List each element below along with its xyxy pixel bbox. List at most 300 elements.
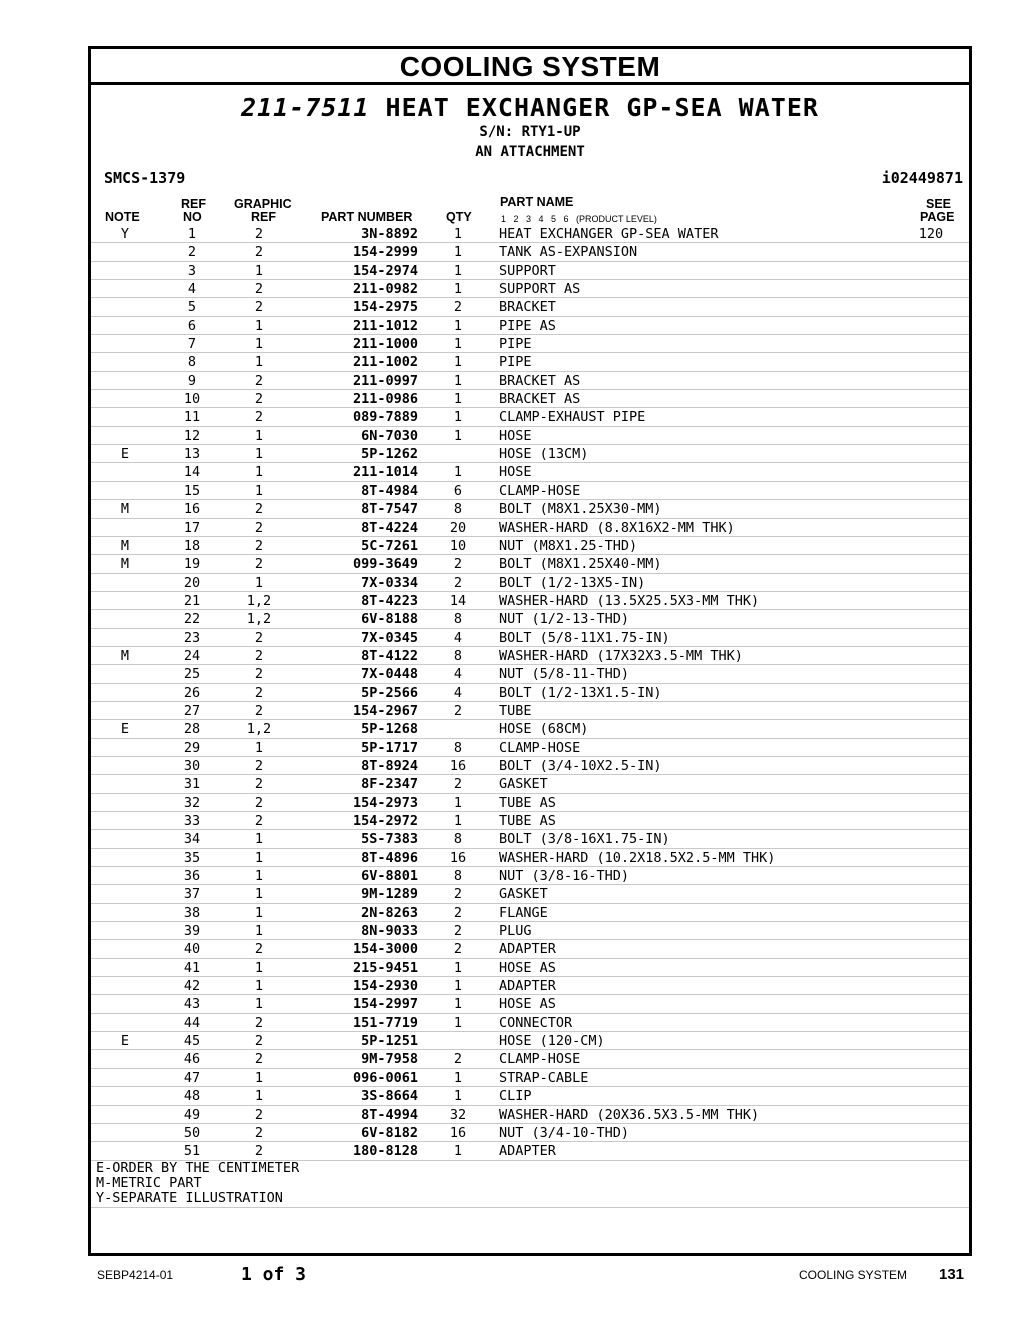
table-row [91,519,969,537]
cell-part-name: NUT (3/4-10-THD) [499,1124,630,1141]
cell-part-name: HOSE [499,464,532,481]
cell-part-number: 211-0997 [352,372,418,389]
cell-part-number: 154-2974 [352,262,418,279]
table-row [91,335,969,353]
table-row [91,684,969,702]
cell-graphic-ref: 2 [254,537,264,554]
table-row [91,317,969,335]
cell-graphic-ref: 2 [254,684,264,701]
cell-ref-no: 49 [183,1106,201,1123]
header-ref-bottom: NO [183,210,202,224]
cell-note: M [120,556,130,573]
cell-qty: 16 [449,849,467,866]
cell-part-name: ADAPTER [499,978,556,995]
cell-ref-no: 22 [183,611,201,628]
footer-page-number: 131 [939,1266,965,1283]
cell-graphic-ref: 1 [254,868,264,885]
table-row [91,1087,969,1105]
cell-part-name: NUT (1/2-13-THD) [499,611,630,628]
cell-graphic-ref: 2 [254,757,264,774]
cell-part-number: 180-8128 [352,1143,418,1160]
cell-qty: 1 [453,281,463,298]
cell-part-name: ADAPTER [499,1143,556,1160]
cell-graphic-ref: 1 [254,427,264,444]
cell-part-name: BRACKET AS [499,372,581,389]
cell-part-name: HOSE AS [499,996,556,1013]
cell-part-number: 211-1012 [352,317,418,334]
header-qty: QTY [446,210,472,224]
cell-part-number: 154-2972 [352,813,418,829]
cell-graphic-ref: 2 [254,813,264,829]
cell-part-name: CONNECTOR [499,1014,573,1031]
cell-qty: 8 [453,739,463,756]
cell-qty: 1 [453,959,463,976]
cell-graphic-ref: 2 [254,519,264,536]
table-row [91,775,969,793]
cell-part-name: NUT (3/8-16-THD) [499,868,630,885]
cell-part-name: BOLT (M8X1.25X40-MM) [499,556,662,573]
cell-qty: 1 [453,244,463,261]
cell-ref-no: 35 [183,849,201,866]
cell-qty: 2 [453,904,463,921]
cell-graphic-ref: 1 [254,317,264,334]
cell-part-number: 9M-7958 [361,1051,418,1068]
header-note: NOTE [105,210,140,224]
group-type: AN ATTACHMENT [475,144,585,160]
cell-graphic-ref: 2 [254,299,264,316]
cell-part-name: CLAMP-EXHAUST PIPE [499,409,646,426]
cell-graphic-ref: 1 [254,978,264,995]
cell-graphic-ref: 1 [254,464,264,481]
footer-page-of: 1 of 3 [241,1264,307,1285]
table-row [91,794,969,812]
cell-part-name: BOLT (1/2-13X1.5-IN) [499,684,662,701]
cell-ref-no: 17 [183,519,201,536]
cell-qty: 1 [453,978,463,995]
table-row [91,445,969,463]
table-row [91,280,969,298]
cell-ref-no: 50 [183,1124,201,1141]
cell-graphic-ref: 1 [254,831,264,848]
note-m: M-METRIC PART [96,1175,202,1191]
header-graphic-bottom: REF [251,210,276,224]
cell-part-number: 151-7719 [352,1014,418,1031]
illustration-id: i02449871 [881,169,963,187]
parts-table-body [91,225,969,1161]
cell-part-name: BOLT (3/4-10X2.5-IN) [499,757,662,774]
cell-qty: 1 [453,427,463,444]
table-row [91,298,969,316]
cell-ref-no: 47 [183,1069,201,1086]
cell-graphic-ref: 1 [254,923,264,940]
cell-ref-no: 19 [183,556,201,573]
cell-ref-no: 6 [187,317,197,334]
cell-part-name: GASKET [499,776,548,793]
header-see-top: SEE [926,197,952,211]
cell-part-name: CLAMP-HOSE [499,482,581,499]
cell-ref-no: 3 [187,262,197,279]
cell-part-name: WASHER-HARD (13.5X25.5X3-MM THK) [499,592,760,609]
cell-ref-no: 39 [183,923,201,940]
footer-section: COOLING SYSTEM [799,1268,908,1282]
cell-qty: 1 [453,464,463,481]
cell-graphic-ref: 2 [254,1051,264,1068]
cell-part-name: ADAPTER [499,941,556,958]
cell-graphic-ref: 2 [254,1143,264,1160]
cell-qty: 2 [453,556,463,573]
cell-part-number: 6V-8801 [361,868,418,885]
cell-ref-no: 20 [183,574,201,591]
cell-part-number: 6V-8182 [361,1124,418,1141]
cell-graphic-ref: 2 [254,1033,264,1050]
cell-part-name: HEAT EXCHANGER GP-SEA WATER [499,226,719,242]
cell-qty: 1 [453,794,463,811]
cell-part-number: 5S-7383 [361,831,418,848]
cell-note: M [120,501,130,518]
cell-part-number: 089-7889 [352,409,418,426]
cell-ref-no: 51 [183,1143,201,1160]
group-name: HEAT EXCHANGER GP-SEA WATER [385,93,819,122]
table-row [91,629,969,647]
cell-ref-no: 9 [187,372,197,389]
cell-ref-no: 46 [183,1051,201,1068]
cell-graphic-ref: 2 [254,629,264,646]
cell-graphic-ref: 2 [254,1124,264,1141]
cell-ref-no: 48 [183,1088,201,1105]
cell-part-name: BRACKET [499,299,556,316]
table-row [91,867,969,885]
cell-part-number: 8T-4122 [361,647,418,664]
table-row [91,500,969,518]
cell-ref-no: 16 [183,501,201,518]
cell-note: E [120,446,130,463]
cell-qty: 4 [453,666,463,683]
cell-part-number: 211-1014 [352,464,418,481]
cell-ref-no: 21 [183,592,201,609]
cell-part-name: CLAMP-HOSE [499,1051,581,1068]
cell-ref-no: 18 [183,537,201,554]
cell-part-number: 211-1002 [352,354,418,371]
cell-ref-no: 11 [183,409,201,426]
header-product-level: 1 2 3 4 5 6 (PRODUCT LEVEL) [501,214,657,224]
cell-qty: 16 [449,1124,467,1141]
cell-qty: 2 [453,776,463,793]
table-row [91,610,969,628]
table-row [91,1014,969,1032]
note-e: E-ORDER BY THE CENTIMETER [96,1160,300,1176]
cell-qty: 20 [449,519,467,536]
cell-graphic-ref: 1 [254,482,264,499]
cell-part-number: 154-2997 [352,996,418,1013]
cell-ref-no: 34 [183,831,201,848]
cell-qty: 8 [453,868,463,885]
cell-part-name: NUT (5/8-11-THD) [499,666,630,683]
cell-qty: 8 [453,501,463,518]
cell-qty: 1 [453,1088,463,1105]
cell-ref-no: 10 [183,391,201,408]
cell-part-number: 096-0061 [352,1069,418,1086]
cell-qty: 1 [453,813,463,829]
cell-part-name: WASHER-HARD (17X32X3.5-MM THK) [499,647,743,664]
table-row [91,665,969,683]
table-row [91,427,969,445]
cell-part-name: SUPPORT AS [499,281,581,298]
table-row [91,959,969,977]
cell-part-number: 8T-4984 [361,482,418,499]
cell-ref-no: 1 [187,226,197,242]
cell-qty: 1 [453,226,463,242]
cell-graphic-ref: 1,2 [246,611,272,628]
header-see-bottom: PAGE [920,210,955,224]
cell-graphic-ref: 1 [254,849,264,866]
cell-qty: 1 [453,996,463,1013]
table-row [91,574,969,592]
group-heading [91,93,969,123]
cell-note: E [120,721,130,738]
table-row [91,1106,969,1124]
cell-part-number: 5P-1262 [361,446,418,463]
parts-list-frame [88,46,972,1256]
cell-graphic-ref: 1 [254,354,264,371]
cell-qty: 1 [453,336,463,353]
cell-qty: 16 [449,757,467,774]
cell-part-name: TUBE AS [499,813,556,829]
cell-graphic-ref: 2 [254,226,264,242]
cell-part-name: PIPE AS [499,317,556,334]
cell-graphic-ref: 1 [254,336,264,353]
cell-part-name: GASKET [499,886,548,903]
cell-part-number: 154-2975 [352,299,418,316]
group-part-number: 211-7511 [241,93,370,122]
cell-ref-no: 45 [183,1033,201,1050]
table-row [91,977,969,995]
cell-ref-no: 4 [187,281,197,298]
serial-number: S/N: RTY1-UP [479,124,581,140]
cell-part-name: PLUG [499,923,532,940]
cell-graphic-ref: 2 [254,702,264,719]
cell-ref-no: 36 [183,868,201,885]
header-part-number: PART NUMBER [321,210,413,224]
header-graphic-top: GRAPHIC [234,197,292,211]
cell-part-number: 5P-1717 [361,739,418,756]
table-row [91,592,969,610]
cell-part-number: 211-0986 [352,391,418,408]
cell-part-number: 5P-1251 [361,1033,418,1050]
cell-qty: 14 [449,592,467,609]
cell-part-name: TUBE [499,702,532,719]
cell-part-number: 154-2967 [352,702,418,719]
cell-part-number: 9M-1289 [361,886,418,903]
table-row [91,225,969,243]
cell-part-number: 099-3649 [352,556,418,573]
cell-graphic-ref: 2 [254,1014,264,1031]
cell-graphic-ref: 1,2 [246,721,272,738]
cell-qty: 2 [453,923,463,940]
cell-part-number: 8F-2347 [361,776,418,793]
cell-ref-no: 15 [183,482,201,499]
section-title-bar [91,49,969,85]
cell-graphic-ref: 2 [254,776,264,793]
cell-part-name: CLAMP-HOSE [499,739,581,756]
cell-part-number: 3N-8892 [361,226,418,242]
cell-graphic-ref: 2 [254,666,264,683]
cell-ref-no: 8 [187,354,197,371]
cell-qty: 1 [453,372,463,389]
cell-part-name: WASHER-HARD (10.2X18.5X2.5-MM THK) [499,849,776,866]
table-row [91,408,969,426]
cell-ref-no: 24 [183,647,201,664]
cell-qty: 32 [449,1106,467,1123]
header-ref-top: REF [181,197,206,211]
cell-ref-no: 27 [183,702,201,719]
cell-note: Y [120,226,130,242]
cell-graphic-ref: 2 [254,794,264,811]
cell-note: M [120,647,130,664]
table-row [91,537,969,555]
cell-part-number: 5C-7261 [361,537,418,554]
cell-part-number: 5P-1268 [361,721,418,738]
cell-qty: 1 [453,409,463,426]
cell-graphic-ref: 1,2 [246,592,272,609]
cell-part-number: 3S-8664 [361,1088,418,1105]
cell-ref-no: 14 [183,464,201,481]
cell-part-name: BOLT (3/8-16X1.75-IN) [499,831,670,848]
cell-see-page: 120 [918,226,944,242]
cell-part-number: 6V-8188 [361,611,418,628]
cell-part-number: 8T-4223 [361,592,418,609]
cell-ref-no: 31 [183,776,201,793]
cell-qty: 1 [453,391,463,408]
cell-part-number: 8T-4994 [361,1106,418,1123]
note-y: Y-SEPARATE ILLUSTRATION [96,1190,283,1206]
cell-part-name: BRACKET AS [499,391,581,408]
cell-graphic-ref: 1 [254,996,264,1013]
cell-part-name: BOLT (M8X1.25X30-MM) [499,501,662,518]
cell-qty: 1 [453,354,463,371]
cell-part-number: 7X-0448 [361,666,418,683]
cell-part-name: NUT (M8X1.25-THD) [499,537,638,554]
table-row [91,372,969,390]
cell-part-name: BOLT (5/8-11X1.75-IN) [499,629,670,646]
cell-graphic-ref: 2 [254,941,264,958]
cell-part-number: 8N-9033 [361,923,418,940]
cell-note: E [120,1033,130,1050]
table-row [91,262,969,280]
cell-qty: 8 [453,831,463,848]
cell-graphic-ref: 1 [254,446,264,463]
table-row [91,904,969,922]
cell-graphic-ref: 1 [254,904,264,921]
cell-qty: 1 [453,1143,463,1160]
cell-ref-no: 7 [187,336,197,353]
table-row [91,702,969,720]
table-row [91,463,969,481]
cell-qty: 8 [453,611,463,628]
cell-graphic-ref: 1 [254,1088,264,1105]
cell-ref-no: 25 [183,666,201,683]
cell-ref-no: 2 [187,244,197,261]
cell-part-name: TANK AS-EXPANSION [499,244,638,261]
cell-part-name: PIPE [499,354,532,371]
table-row [91,1069,969,1087]
cell-qty: 2 [453,299,463,316]
table-row [91,390,969,408]
cell-graphic-ref: 2 [254,409,264,426]
cell-part-number: 7X-0334 [361,574,418,591]
cell-graphic-ref: 2 [254,1106,264,1123]
cell-graphic-ref: 2 [254,372,264,389]
table-row [91,1142,969,1160]
cell-qty: 1 [453,1069,463,1086]
table-row [91,1050,969,1068]
cell-graphic-ref: 2 [254,244,264,261]
cell-ref-no: 43 [183,996,201,1013]
cell-ref-no: 41 [183,959,201,976]
cell-ref-no: 29 [183,739,201,756]
table-row [91,243,969,261]
cell-graphic-ref: 1 [254,1069,264,1086]
cell-part-name: CLIP [499,1088,532,1105]
cell-ref-no: 13 [183,446,201,463]
cell-graphic-ref: 1 [254,739,264,756]
cell-qty: 8 [453,647,463,664]
cell-part-number: 8T-4224 [361,519,418,536]
cell-part-number: 154-2973 [352,794,418,811]
cell-qty: 2 [453,574,463,591]
table-row [91,647,969,665]
cell-graphic-ref: 2 [254,391,264,408]
cell-qty: 2 [453,702,463,719]
cell-part-number: 5P-2566 [361,684,418,701]
cell-part-name: HOSE (13CM) [499,446,589,463]
cell-part-name: WASHER-HARD (8.8X16X2-MM THK) [499,519,735,536]
cell-part-number: 6N-7030 [361,427,418,444]
cell-part-number: 211-0982 [352,281,418,298]
table-row [91,1124,969,1142]
cell-qty: 4 [453,629,463,646]
cell-part-number: 2N-8263 [361,904,418,921]
cell-ref-no: 33 [183,813,201,829]
cell-part-name: BOLT (1/2-13X5-IN) [499,574,646,591]
cell-ref-no: 32 [183,794,201,811]
cell-ref-no: 5 [187,299,197,316]
cell-ref-no: 26 [183,684,201,701]
table-row [91,812,969,830]
cell-part-number: 7X-0345 [361,629,418,646]
cell-qty: 6 [453,482,463,499]
smcs-code: SMCS-1379 [104,169,186,187]
cell-graphic-ref: 1 [254,886,264,903]
table-row [91,739,969,757]
cell-graphic-ref: 1 [254,262,264,279]
cell-part-name: TUBE AS [499,794,556,811]
cell-qty: 1 [453,262,463,279]
cell-part-name: HOSE (120-CM) [499,1033,605,1050]
cell-part-name: HOSE [499,427,532,444]
cell-part-name: FLANGE [499,904,548,921]
cell-ref-no: 38 [183,904,201,921]
cell-part-name: PIPE [499,336,532,353]
cell-ref-no: 42 [183,978,201,995]
section-title: COOLING SYSTEM [399,51,661,82]
cell-part-name: HOSE AS [499,959,556,976]
cell-graphic-ref: 1 [254,574,264,591]
cell-graphic-ref: 2 [254,647,264,664]
cell-qty: 1 [453,1014,463,1031]
cell-qty: 4 [453,684,463,701]
cell-part-number: 8T-4896 [361,849,418,866]
footer-doc-id: SEBP4214-01 [97,1268,174,1282]
